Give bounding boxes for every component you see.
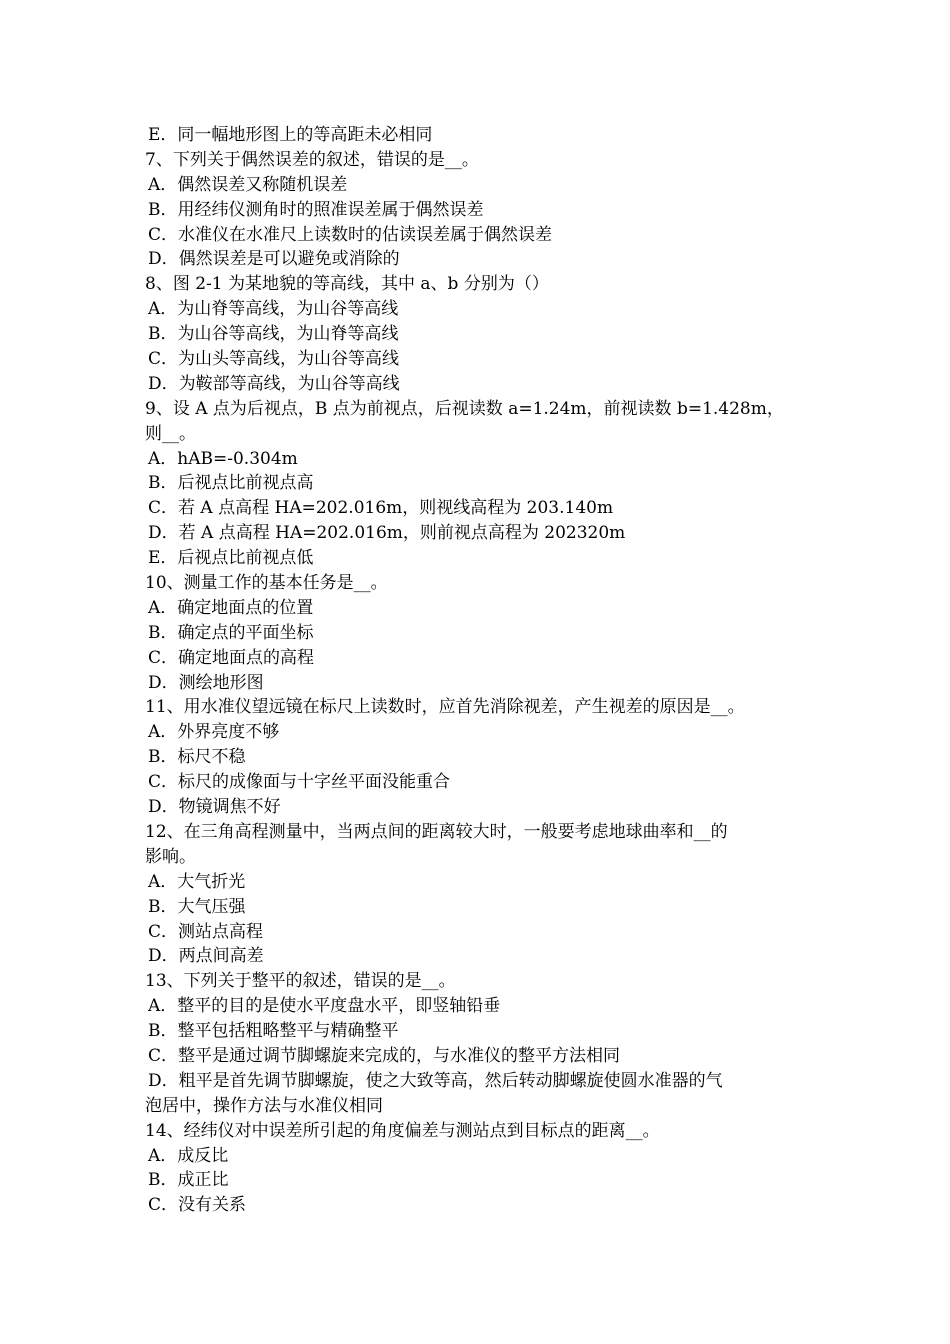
question-text-line: 14、经纬仪对中误差所引起的角度偏差与测站点到目标点的距离__。 xyxy=(145,1120,660,1141)
question-text-line: 则__。 xyxy=(145,423,196,444)
question-text-line: 7、下列关于偶然误差的叙述，错误的是__。 xyxy=(145,149,479,170)
question-text-line: 13、下列关于整平的叙述，错误的是__。 xyxy=(145,971,456,992)
answer-option-line: B．大气压强 xyxy=(148,896,246,917)
answer-option-line: B．标尺不稳 xyxy=(148,747,246,768)
answer-option-line: B．整平包括粗略整平与精确整平 xyxy=(148,1021,399,1042)
question-text-line: 11、用水准仪望远镜在标尺上读数时，应首先消除视差，产生视差的原因是__。 xyxy=(145,697,745,718)
answer-option-line: C．水准仪在水准尺上读数时的估读误差属于偶然误差 xyxy=(148,224,553,245)
answer-option-line: C．测站点高程 xyxy=(148,921,264,942)
answer-option-line: C．确定地面点的高程 xyxy=(148,647,315,668)
question-text-line: 12、在三角高程测量中，当两点间的距离较大时，一般要考虑地球曲率和__的 xyxy=(145,821,728,842)
answer-option-line: A．大气折光 xyxy=(148,871,246,892)
answer-option-line: C．若 A 点高程 HA=202.016m，则视线高程为 203.140m xyxy=(148,498,614,519)
answer-option-line: A．hAB=-0.304m xyxy=(148,448,298,469)
question-text-line: 10、测量工作的基本任务是__。 xyxy=(145,573,388,594)
question-text-line: 8、图 2-1 为某地貌的等高线，其中 a、b 分别为（） xyxy=(145,274,549,295)
answer-option-line: B．为山谷等高线，为山脊等高线 xyxy=(148,324,399,345)
answer-option-line: A．整平的目的是使水平度盘水平，即竖轴铅垂 xyxy=(148,996,501,1017)
question-text-line: 影响。 xyxy=(145,846,196,867)
question-text-line: 泡居中，操作方法与水准仪相同 xyxy=(145,1095,383,1116)
answer-option-line: C．标尺的成像面与十字丝平面没能重合 xyxy=(148,772,451,793)
question-text-line: 9、设 A 点为后视点，B 点为前视点，后视读数 a=1.24m，前视读数 b=1.428m， xyxy=(145,398,784,419)
answer-option-line: D．粗平是首先调节脚螺旋，使之大致等高，然后转动脚螺旋使圆水准器的气 xyxy=(148,1070,723,1091)
answer-option-line: B．后视点比前视点高 xyxy=(148,473,314,494)
answer-option-line: D．偶然误差是可以避免或消除的 xyxy=(148,249,400,270)
answer-option-line: E．同一幅地形图上的等高距未必相同 xyxy=(148,125,433,145)
answer-option-line: C．为山头等高线，为山谷等高线 xyxy=(148,349,400,370)
answer-option-line: D．为鞍部等高线，为山谷等高线 xyxy=(148,373,400,394)
answer-option-line: C．没有关系 xyxy=(148,1195,247,1216)
answer-option-line: D．物镜调焦不好 xyxy=(148,797,281,818)
answer-option-line: B．成正比 xyxy=(148,1170,229,1191)
answer-option-line: A．为山脊等高线，为山谷等高线 xyxy=(148,299,399,320)
answer-option-line: D．测绘地形图 xyxy=(148,672,264,693)
answer-option-line: C．整平是通过调节脚螺旋来完成的，与水准仪的整平方法相同 xyxy=(148,1045,621,1066)
answer-option-line: B．用经纬仪测角时的照准误差属于偶然误差 xyxy=(148,199,484,220)
answer-option-line: B．确定点的平面坐标 xyxy=(148,622,314,643)
answer-option-line: A．偶然误差又称随机误差 xyxy=(148,174,348,195)
answer-option-line: A．确定地面点的位置 xyxy=(148,597,314,618)
answer-option-line: D．若 A 点高程 HA=202.016m，则前视点高程为 202320m xyxy=(148,523,626,544)
answer-option-line: E．后视点比前视点低 xyxy=(148,548,314,569)
answer-option-line: A．外界亮度不够 xyxy=(148,722,280,743)
answer-option-line: A．成反比 xyxy=(148,1145,229,1166)
document-body xyxy=(145,123,810,1218)
answer-option-line: D．两点间高差 xyxy=(148,946,264,967)
